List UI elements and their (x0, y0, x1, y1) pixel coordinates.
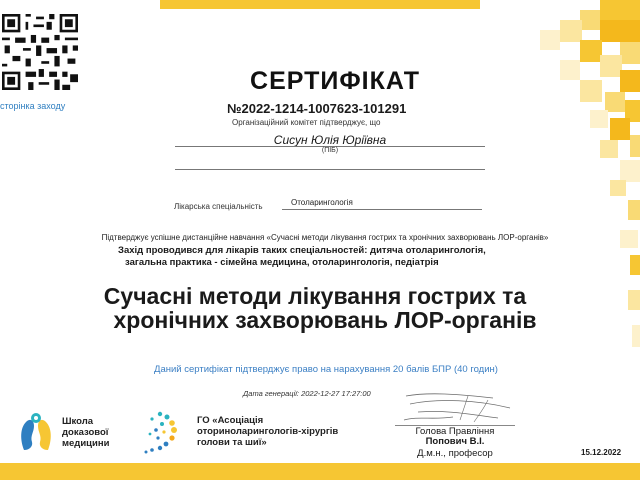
issue-date: 15.12.2022 (581, 448, 622, 457)
specialty-underline (282, 209, 482, 210)
association-name (197, 415, 338, 448)
signatory-name: Попович В.І. (425, 436, 485, 447)
audience-line-2: загальна практика - сімейна медицина, отоларингологія, педіатрія (125, 257, 439, 268)
qr-caption[interactable]: сторінка заходу (0, 101, 66, 111)
school-line-3: медицини (62, 438, 110, 449)
association-line-3: голови та шиї» (197, 437, 267, 448)
school-logo-icon (18, 410, 54, 452)
course-title-line-1: Сучасні методи лікування гострих та (103, 283, 527, 309)
recipient-name: Сисун Юлія Юріївна (273, 133, 387, 147)
association-line-1: ГО «Асоціація (197, 415, 264, 426)
name-caption: (ПІБ) (321, 147, 339, 154)
association-line-2: оториноларингологів-хірургів (197, 426, 339, 437)
audience-line-1: Захід проводився для лікарів таких спеціальностей: дитяча отоларингологія, (118, 245, 486, 256)
specialty-label: Лікарська спеціальність (174, 202, 263, 211)
certificate-number: №2022-1214-1007623-101291 (227, 101, 407, 116)
specialty-value: Отоларингологія (291, 198, 353, 207)
bottom-yellow-stripe (0, 463, 640, 480)
generation-date: Дата генерації: 2022-12-27 17:27:00 (243, 389, 371, 398)
committee-text: Організаційний комітет підтверджує, що (232, 118, 381, 127)
signatory-title: Голова Правління (415, 426, 495, 437)
association-logo-icon (140, 410, 182, 456)
school-line-2: доказової (62, 427, 109, 438)
school-name (62, 416, 109, 449)
school-line-1: Школа (62, 416, 94, 427)
signature-icon (398, 390, 518, 426)
blank-underline (175, 169, 485, 170)
certificate-title: СЕРТИФІКАТ (250, 67, 420, 95)
signatory-degree: Д.м.н., професор (417, 448, 493, 459)
points-text: Даний сертифікат підтверджує право на нарахування 20 балів БПР (40 годин) (154, 364, 498, 375)
confirmation-text: Підтверджує успішне дистанційне навчання «Сучасні методи лікування гострих та хронічних захворювань ЛОР-органів» (101, 233, 549, 242)
course-title-line-2: хронічних захворювань ЛОР-органів (113, 307, 537, 333)
